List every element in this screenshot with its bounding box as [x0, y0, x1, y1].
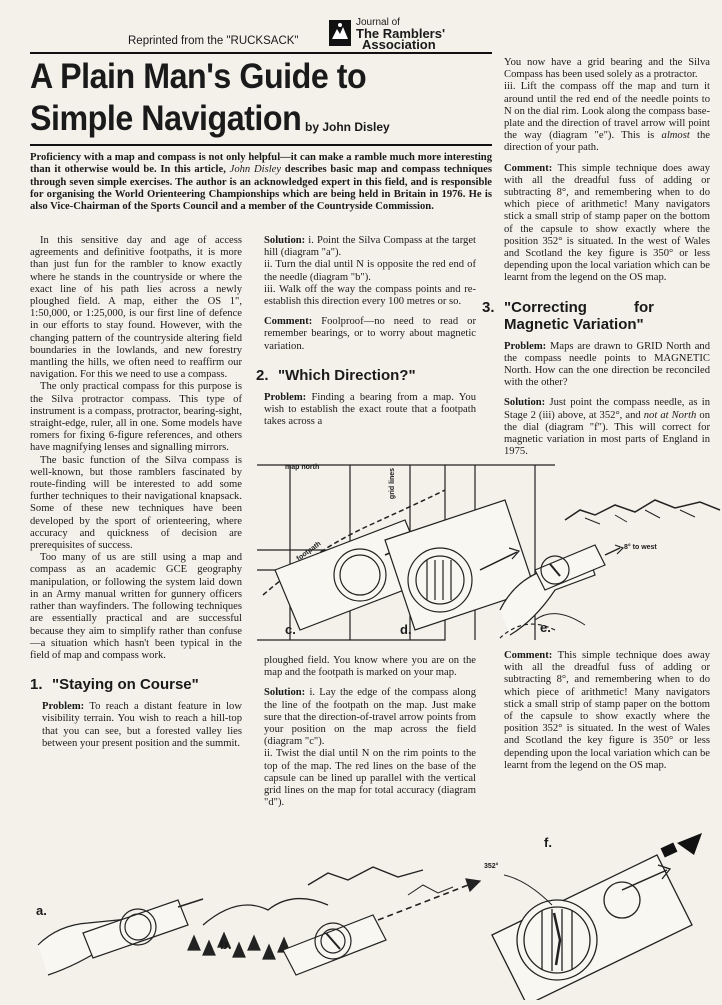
reprint-note: Reprinted from the "RUCKSACK" — [128, 35, 299, 47]
ramblers-logo — [328, 19, 352, 47]
solution-1: Solution: i. Point the Silva Compass at the target hill (diagram "a"). — [264, 235, 476, 259]
problem-1: Problem: To reach a distant feature in low visibility terrain. You wish to reach a hill-top that you can see, but a forested valley lies between your present position and the summit. — [42, 701, 242, 749]
solution-1-iii: iii. Walk off the way the compass points and re-establish this direction every 100 metres or so. — [264, 283, 476, 308]
paragraph: The basic function of the Silva compass is well-known, but those ramblers fascinated by route-finding will be interested to add some further techniques to their navigational knapsack. Some of these new techniques have been developed by the sport of orienteering, where accuracy and quickness of decision are prerequisites of success. — [30, 454, 242, 552]
column-2-continued — [264, 655, 476, 809]
journal-of: Journal of — [356, 17, 400, 28]
section-heading-2: 2. "Which Direction?" — [256, 366, 416, 384]
section-heading-1: 1. "Staying on Course" — [30, 676, 199, 694]
section-heading-3: 3. "Correcting for Magnetic Variation" — [482, 298, 654, 333]
west-label: 8° to west — [624, 544, 657, 551]
column-2 — [256, 235, 476, 428]
paragraph: iii. Lift the compass off the map and turn it around until the red end of the needle points to N on the dial rim. Look along the compass base-plate and the direction of travel arrow will point the way (diagram "e"). This is almost the direction of your path. — [504, 81, 710, 154]
comment-1: Comment: Foolproof—no need to read or remember bearings, or to worry about magnetic variation. — [264, 316, 476, 352]
problem-3: Problem: Maps are drawn to GRID North and the compass needle points to MAGNETIC North. How can the one direction be reconciled with the other? — [504, 340, 710, 389]
grid-lines-label: grid lines — [389, 467, 397, 500]
diagram-label-f: f. — [544, 835, 552, 850]
diagram-magnetic-variation — [482, 825, 722, 1000]
paragraph: ploughed field. You know where you are on the map and the footpath is marked on your map. — [264, 655, 476, 679]
solution-3: Solution: Just point the compass needle, as in Stage 2 (iii) above, at 352°, and not at North on the dial (diagram "f"). This will correct for magnetic variation in most parts of England in 1975. — [504, 397, 710, 458]
page-title-2: Simple Navigation — [30, 99, 302, 138]
solution-2-ii: ii. Twist the dial until N on the rim points to the top of the map. The red lines on the base of the capsule can be lined up parallel with the vertical grid lines on the map for total accuracy (diagram "d"). — [264, 748, 476, 809]
paragraph: The only practical compass for this purpose is the Silva protractor compass. This type of instrument is a compass, protractor, bearing-sight, straight-edge, ruler, all in one. Some models have romers for fixing 6-figure references, and others have magnifying lenses and signalling mirrors. — [30, 381, 242, 454]
diagram-label-a: a. — [36, 903, 47, 918]
column-1 — [30, 235, 242, 750]
problem-2: Problem: Finding a bearing from a map. You wish to establish the exact route that a footpath takes across a — [264, 391, 476, 428]
diagram-map-compass — [255, 460, 722, 655]
diagram-label-b: b. — [220, 937, 232, 952]
diagram-staying-on-course — [28, 855, 483, 1000]
journal-name: The Ramblers' — [356, 26, 446, 41]
paragraph: Too many of us are still using a map and compass as an academic GCE geography manipulation, or following the system laid down in an Army manual written for gunnery officers rather than wayfinders. The following techniques are essentially practical and are successful because they aim to simplify rather than confuse—a situation which hasn't been typical in the field of map and compass work. — [30, 552, 242, 661]
diagram-label-e: e. — [540, 620, 551, 635]
column-3-continued — [504, 650, 710, 772]
page-title: A Plain Man's Guide to — [30, 57, 367, 96]
byline: by John Disley — [305, 120, 390, 134]
title-rule-bottom — [30, 144, 492, 146]
journal-name-2: Association — [362, 37, 436, 52]
comment-3: Comment: This simple technique does away with all the dreadful fuss of adding or subtracting 8°, and remembering when to do which piece of arithmetic! Many navigators stick a small strip of stamp paper on the bottom of the capsule to show exactly where the position 352° is situated. In the west of Wales and Scotland the key figure is 350° or less depending upon the local variation which can be learnt from the legend on the OS map. — [504, 650, 710, 771]
diagram-label-d: d. — [400, 622, 412, 637]
paragraph: In this sensitive day and age of access agreements and definitive footpaths, it is more than just fun for the rambler to know exactly where he stands in the countryside or where the exact line of his path lies across a newly ploughed field. A map, either the OS 1", 1:50,000, or 1:25,000, is our first line of defence in our efforts to stay found. However, with the changing pattern of the countryside altering field boundaries in the lowlands, and new forestry mantling the hills, we often need to reaffirm our navigation. For this we need to use a compass. — [30, 235, 242, 381]
column-3 — [482, 57, 710, 458]
comment-2: Comment: This simple technique does away with all the dreadful fuss of adding or subtracting 8°, and remembering when to do which piece of arithmetic! Many navigators stick a small strip of stamp paper on the bottom of the capsule to show exactly where the position 352° is situated. In the west of Wales and Scotland the key figure is 350° or less depending upon the local variation which can be learnt from the legend on the OS map. — [504, 162, 710, 284]
title-rule-top — [30, 52, 492, 54]
footpath-label: footpath — [295, 540, 323, 563]
solution-2: Solution: i. Lay the edge of the compass along the line of the footpath on the map. Just make sure that the direction-of-travel arrow points from your position on the map across the field (diagram "c"). — [264, 687, 476, 748]
diagram-label-c: c. — [285, 622, 296, 637]
paragraph: You now have a grid bearing and the Silva Compass has been used solely as a protractor. — [504, 57, 710, 81]
intro-paragraph: Proficiency with a map and compass is not only helpful—it can make a ramble much more interesting than it otherwise would be. In this article, John Disley describes basic map and compass techniques through seven simple exercises. The author is an acknowledged expert in this field, and is responsible for organising the World Orienteering Championships which are being held in Britain in 1976. He is also Vice-Chairman of the Sports Council and a member of the Countryside Commission. — [30, 152, 492, 213]
map-north-label: map north — [285, 464, 320, 471]
degree-352-label: 352° — [484, 863, 499, 870]
solution-1-ii: ii. Turn the dial until N is opposite the red end of the needle (diagram "b"). — [264, 259, 476, 283]
